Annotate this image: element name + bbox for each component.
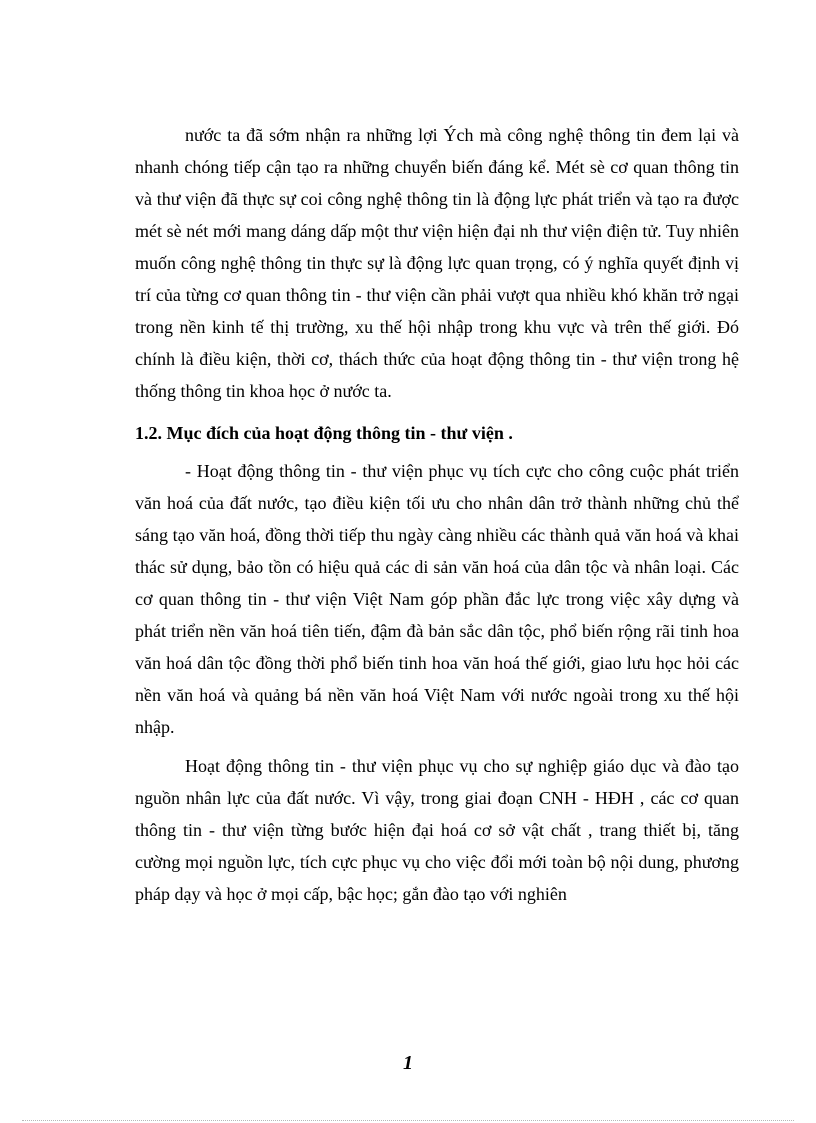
purpose-paragraph-culture: - Hoạt động thông tin - thư viện phục vụ tích cực cho công cuộc phát triển văn hoá của đất nước, tạo điều kiện tối ưu cho nhân dân trở thành những chủ thể sáng tạo văn hoá, đồng thời tiếp thu ngày càng nhiều các thành quả văn hoá và khai thác sử dụng, bảo tồn có hiệu quả các di sản văn hoá của dân tộc và nhân loại. Các cơ quan thông tin - thư viện Việt Nam góp phần đắc lực trong việc xây dựng và phát triển nền văn hoá tiên tiến, đậm đà bản sắc dân tộc, phổ biến rộng rãi tinh hoa văn hoá dân tộc đồng thời phổ biến tinh hoa văn hoá thế giới, giao lưu học hỏi các nền văn hoá và quảng bá nền văn hoá Việt Nam với nước ngoài trong xu thế hội nhập. bbox=[135, 461, 739, 737]
page-number: 1 bbox=[403, 1052, 413, 1074]
purpose-paragraph-education: Hoạt động thông tin - thư viện phục vụ cho sự nghiệp giáo dục và đào tạo nguồn nhân lực của đất nước. Vì vậy, trong giai đoạn CNH - HĐH , các cơ quan thông tin - thư viện từng bước hiện đại hoá cơ sở vật chất , trang thiết bị, tăng cường mọi nguồn lực, tích cực phục vụ cho việc đổi mới toàn bộ nội dung, phương pháp dạy và học ở mọi cấp, bậc học; gắn đào tạo với nghiên bbox=[135, 756, 739, 904]
footer-divider bbox=[22, 1120, 794, 1121]
document-body bbox=[135, 119, 739, 910]
section-heading: 1.2. Mục đích của hoạt động thông tin - thư viện . bbox=[135, 423, 513, 443]
intro-paragraph: nước ta đã sớm nhận ra những lợi Ých mà công nghệ thông tin đem lại và nhanh chóng tiếp cận tạo ra những chuyển biến đáng kể. Mét sè cơ quan thông tin và thư viện đã thực sự coi công nghệ thông tin là động lực phát triển và tạo ra được mét sè nét mới mang dáng dấp một thư viện hiện đại nh thư viện điện tử. Tuy nhiên muốn công nghệ thông tin thực sự là động lực quan trọng, có ý nghĩa quyết định vị trí của từng cơ quan thông tin - thư viện cần phải vượt qua nhiều khó khăn trở ngại trong nền kinh tế thị trường, xu thế hội nhập trong khu vực và trên thế giới. Đó chính là điều kiện, thời cơ, thách thức của hoạt động thông tin - thư viện trong hệ thống thông tin khoa học ở nước ta. bbox=[135, 125, 739, 401]
